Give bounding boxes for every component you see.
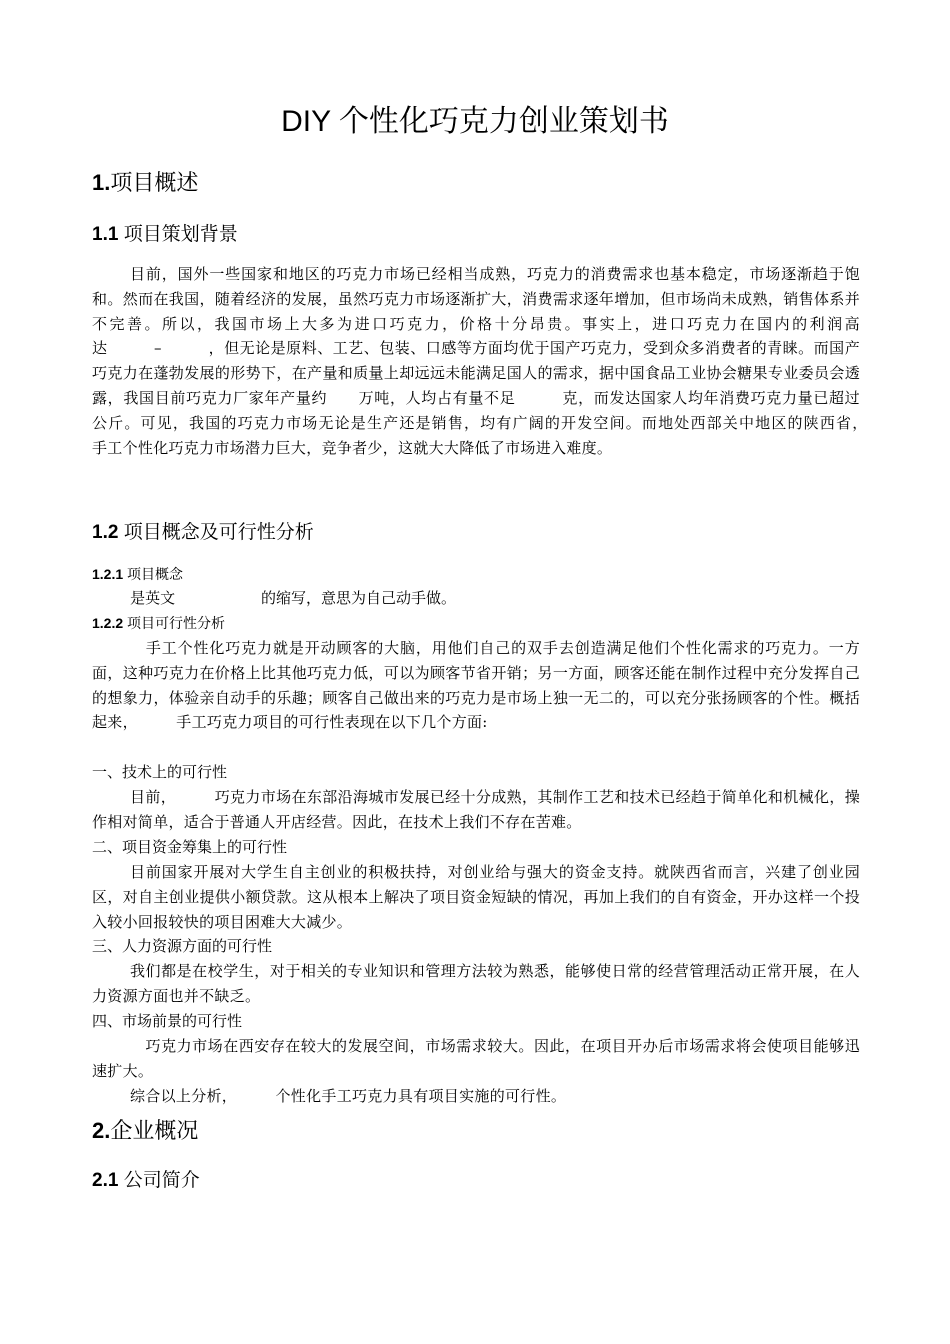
hr-heading: 三、人力资源方面的可行性 — [92, 937, 273, 955]
section-number: 1.1 — [92, 224, 119, 245]
background-paragraph: 目前，国外一些国家和地区的巧克力市场已经相当成熟，巧克力的消费需求也基本稳定，市场逐渐趋于饱和。然而在我国，随着经济的发展，虽然巧克力市场逐渐扩大，消费需求逐年增加，但市场尚未成熟，销售体系并不完善。所以，我国市场上大多为进口巧克力，价格十分昂贵。事实上，进口巧克力在国内的利润高达 – ，但无论是原料、工艺、包装、口感等方面均优于国产巧克力，受到众多消费者的青睐。而国产巧克力在蓬勃发展的形势下，在产量和质量上却远远未能满足国人的需求，据中国食品工业协会糖果专业委员会透露，我国目前巧克力厂家年产量约 万吨，人均占有量不足 克，而发达国家人均年消费巧克力量已超过 公斤。可见，我国的巧克力市场无论是生产还是销售，均有广阔的开发空间。而地处西部关中地区的陕西省， 手工个性化巧克力市场潜力巨大，竞争者少，这就大大降低了市场进入难度。 — [92, 265, 906, 457]
funding-paragraph: 目前国家开展对大学生自主创业的积极扶持，对创业给与强大的资金支持。就陕西省而言，兴建了创业园区，对自主创业提供小额贷款。这从根本上解决了项目资金短缺的情况，再加上我们的自有资金，开办这样一个投入较小回报较快的项目困难大大减少。 — [92, 863, 860, 931]
technical-heading: 一、技术上的可行性 — [92, 763, 228, 781]
section-number: 1.2.1 — [92, 566, 124, 582]
funding-heading: 二、项目资金筹集上的可行性 — [92, 838, 288, 856]
section-title: 项目概述 — [110, 170, 199, 195]
market-paragraph: 巧克力市场在西安存在较大的发展空间，市场需求较大。因此，在项目开办后市场需求将会使项目能够迅速扩大。 — [92, 1037, 860, 1080]
section-number: 2.1 — [92, 1170, 119, 1191]
technical-paragraph: 目前， 巧克力市场在东部沿海城市发展已经十分成熟，其制作工艺和技术已经趋于简单化和机械化，操作相对简单，适合于普通人开店经营。因此，在技术上我们不存在苦难。 — [92, 788, 860, 831]
section-title: 项目可行性分析 — [123, 615, 226, 631]
section-title: 公司简介 — [118, 1170, 200, 1191]
market-heading: 四、市场前景的可行性 — [92, 1012, 243, 1030]
section-title: 项目概念及可行性分析 — [118, 522, 314, 543]
section-heading-2 — [92, 1116, 860, 1146]
section-number: 1.2 — [92, 522, 119, 543]
section-title: 项目概念 — [123, 566, 184, 582]
section-heading-1-2-2 — [92, 613, 860, 633]
feasibility-paragraph: 手工个性化巧克力就是开动顾客的大脑，用他们自己的双手去创造满足他们个性化需求的巧克力。一方面，这种巧克力在价格上比其他巧克力低，可以为顾客节省开销；另一方面，顾客还能在制作过程中充分发挥自己的想象力，体验亲自动手的乐趣；顾客自己做出来的巧克力是市场上独一无二的，可以充分张扬顾客的个性。概括起来， 手工巧克力项目的可行性表现在以下几个方面: — [92, 639, 860, 732]
section-heading-1 — [92, 168, 860, 198]
document-title: DIY 个性化巧克力创业策划书 — [281, 105, 669, 138]
section-heading-2-1 — [92, 1168, 860, 1194]
section-number: 1.2.2 — [92, 615, 124, 631]
section-heading-1-2-1 — [92, 564, 860, 584]
concept-line: 是英文 的缩写，意思为自己动手做。 — [92, 589, 456, 607]
hr-paragraph: 我们都是在校学生，对于相关的专业知识和管理方法较为熟悉，能够使日常的经营管理活动正常开展，在人力资源方面也并不缺乏。 — [92, 962, 860, 1005]
section-title: 企业概况 — [110, 1118, 199, 1143]
section-title: 项目策划背景 — [118, 224, 238, 245]
section-heading-1-1 — [92, 222, 860, 248]
summary-paragraph: 综合以上分析， 个性化手工巧克力具有项目实施的可行性。 — [130, 1087, 567, 1105]
section-heading-1-2 — [92, 520, 860, 546]
section-number: 1. — [92, 170, 111, 195]
section-number: 2. — [92, 1118, 111, 1143]
